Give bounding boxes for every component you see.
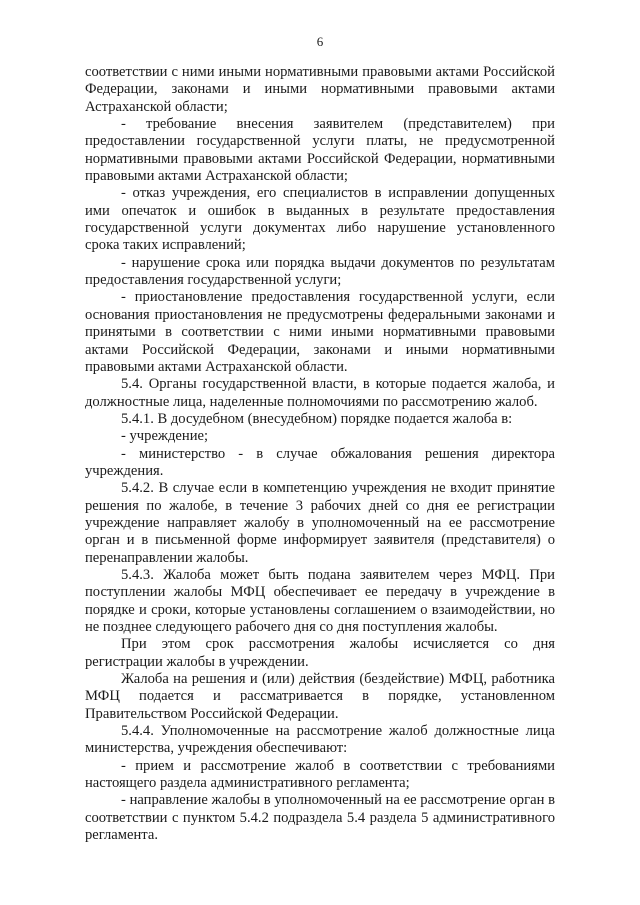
page-number: 6	[316, 34, 324, 49]
paragraph-refusal-corrections: - отказ учреждения, его специалистов в исправлении допущенных ими опечаток и ошибок в выданных в результате предоставления государственной услуги документах либо нарушение установленного срока таких исправлений;	[85, 185, 555, 254]
paragraph-5-4-2: 5.4.2. В случае если в компетенцию учреждения не входит принятие решения по жалобе, в течение 3 рабочих дней со дня ее регистрации учреждение направляет жалобу в уполномоченный на ее рассмотрение орган и в письменной форме информирует заявителя (представителя) о перенаправлении жалобы.	[85, 480, 555, 566]
list-item-institution: - учреждение;	[121, 428, 209, 445]
document-body	[85, 64, 555, 844]
paragraph-fee-requirement: - требование внесения заявителем (представителем) при предоставлении государственной услуги платы, не предусмотренной нормативными правовыми актами Российской Федерации, нормативными правовыми актами Астраханской области;	[85, 116, 555, 185]
list-item-forwarding: - направление жалобы в уполномоченный на ее рассмотрение орган в соответствии с пунктом 5.4.2 подраздела 5.4 раздела 5 административного регламента.	[85, 792, 555, 844]
paragraph-5-4-4: 5.4.4. Уполномоченные на рассмотрение жалоб должностные лица министерства, учреждения обеспечивают:	[85, 723, 555, 757]
list-item-ministry: - министерство - в случае обжалования решения директора учреждения.	[85, 445, 555, 479]
paragraph-continuation: соответствии с ними иными нормативными правовыми актами Российской Федерации, законами и иными нормативными правовыми актами Астраханской области;	[85, 64, 555, 115]
paragraph-suspension: - приостановление предоставления государственной услуги, если основания приостановления не предусмотрены федеральными законами и принятыми в соответствии с ними иными нормативными правовыми актами Российской Федерации, законами и иными нормативными правовыми актами Астраханской области.	[85, 289, 555, 375]
paragraph-5-4-3: 5.4.3. Жалоба может быть подана заявителем через МФЦ. При поступлении жалобы МФЦ обеспечивает ее передачу в учреждение в порядке и сроки, которые установлены соглашением о взаимодействии, но не позднее следующего рабочего дня со дня поступления жалобы.	[85, 566, 555, 635]
paragraph-mfc-complaint: Жалоба на решения и (или) действия (бездействие) МФЦ, работника МФЦ подается и рассматривается в порядке, установленном Правительством Российской Федерации.	[85, 671, 555, 722]
paragraph-review-period: При этом срок рассмотрения жалобы исчисляется со дня регистрации жалобы в учреждении.	[85, 636, 555, 670]
list-item-reception: - прием и рассмотрение жалоб в соответствии с требованиями настоящего раздела административного регламента;	[85, 757, 555, 792]
paragraph-5-4-1: 5.4.1. В досудебном (внесудебном) порядке подается жалоба в:	[121, 410, 513, 427]
paragraph-issuance-violation: - нарушение срока или порядка выдачи документов по результатам предоставления государственной услуги;	[85, 254, 555, 289]
paragraph-5-4: 5.4. Органы государственной власти, в которые подается жалоба, и должностные лица, наделенные полномочиями по рассмотрению жалоб.	[85, 376, 555, 410]
